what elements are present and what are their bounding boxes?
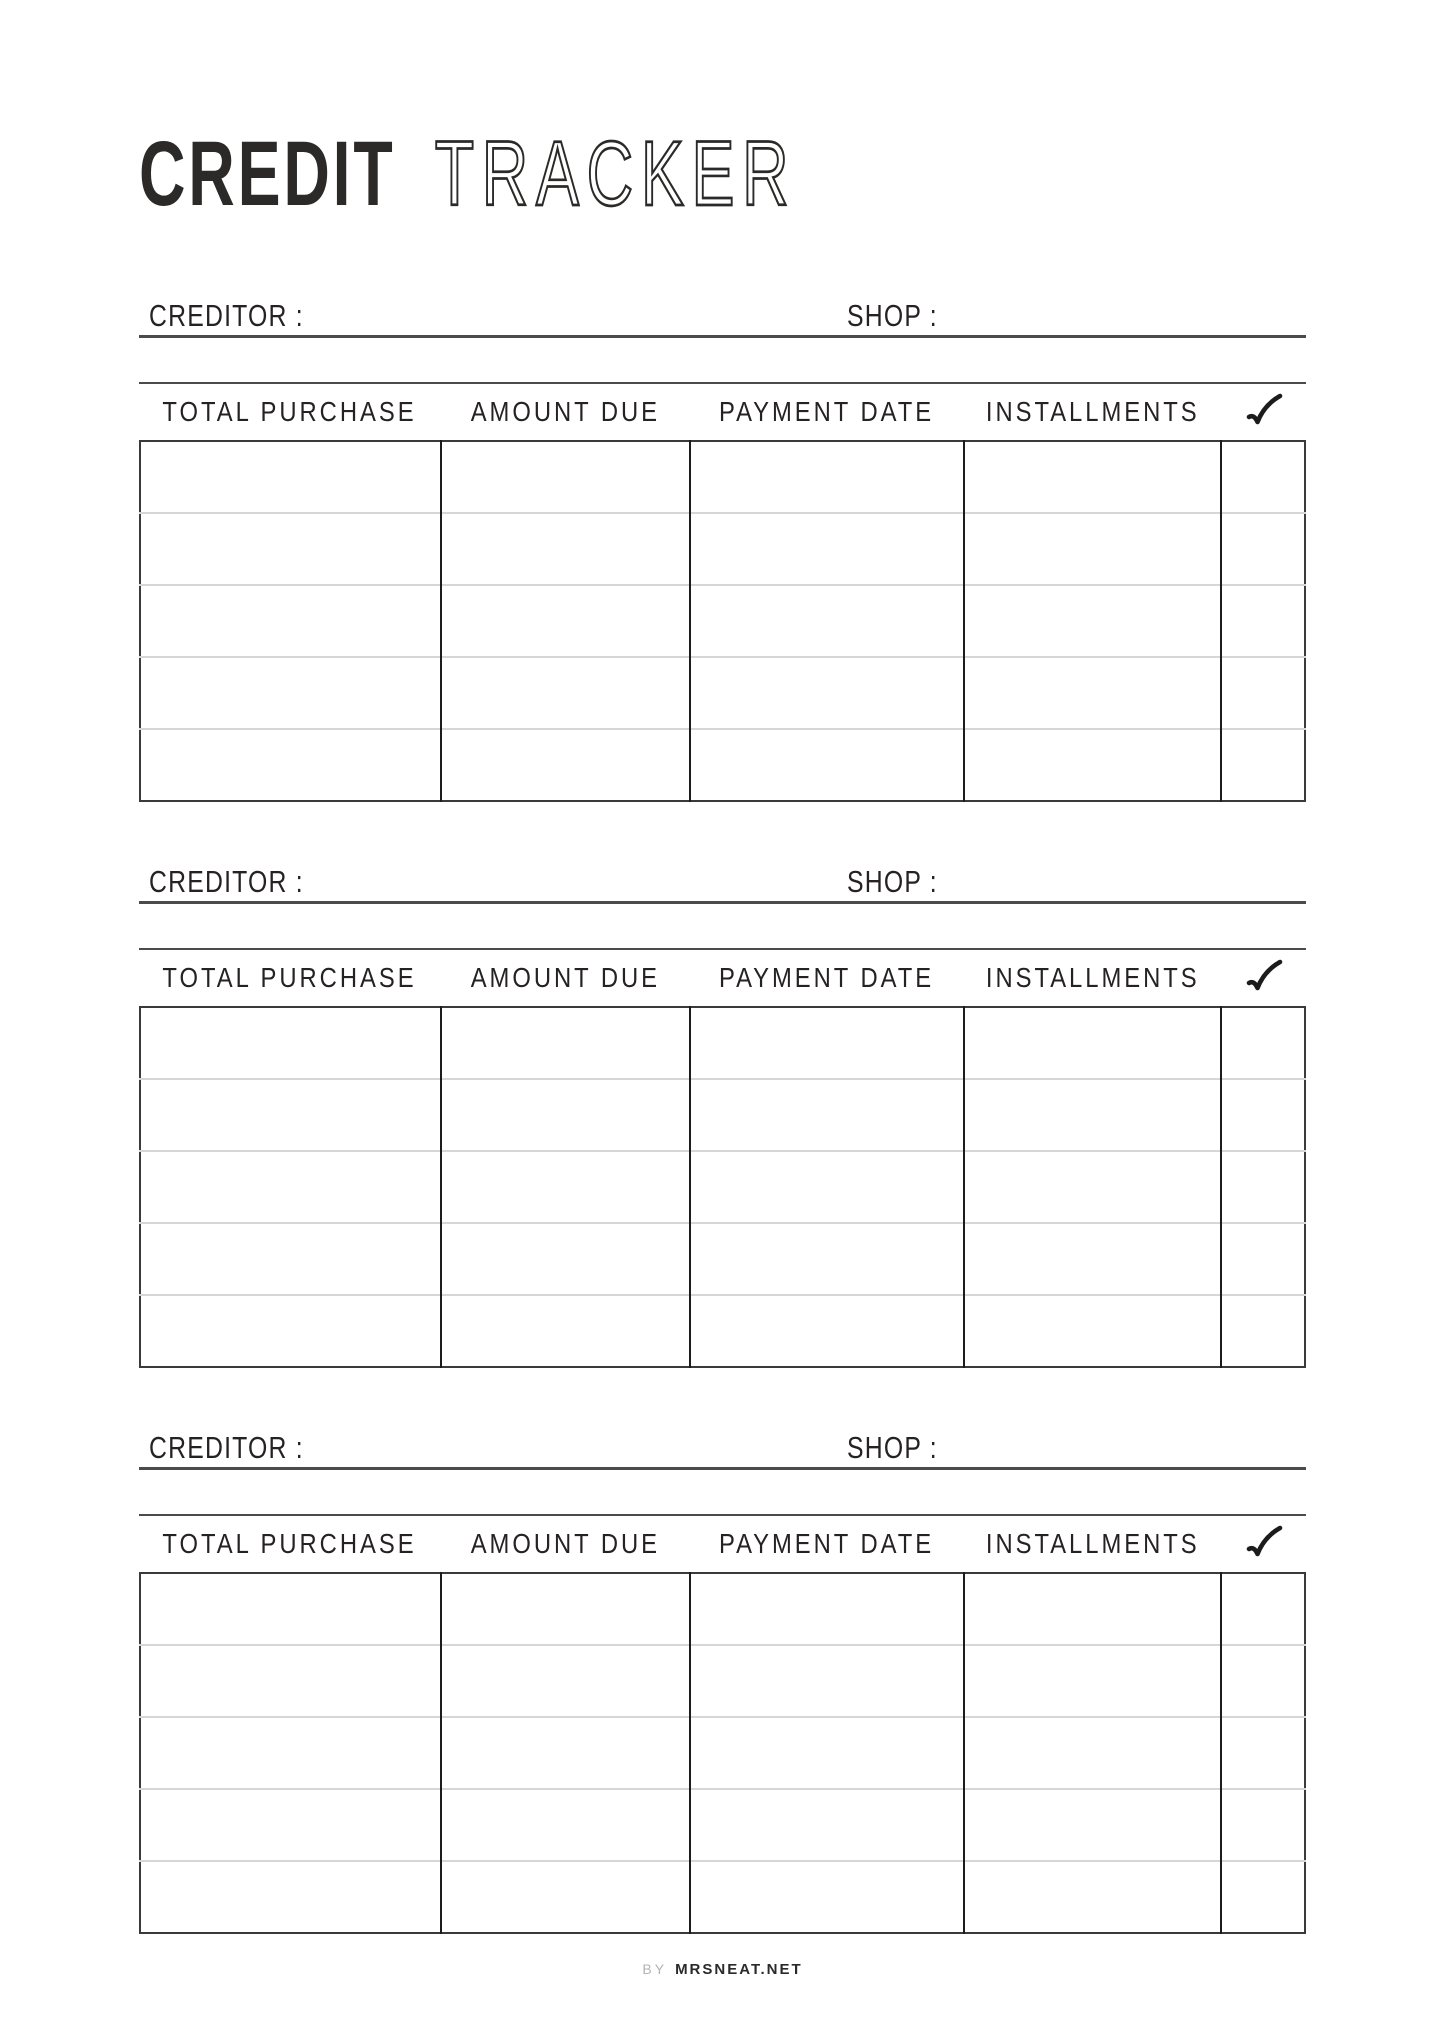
table-cell (964, 1717, 1221, 1789)
table-cell (690, 513, 964, 585)
table-row (140, 1789, 1305, 1861)
table-cell (1221, 729, 1305, 801)
footer-brand: MRSNEAT.NET (675, 1961, 803, 1978)
table-row (140, 1645, 1305, 1717)
table-cell (690, 1573, 964, 1645)
table-cell (964, 1645, 1221, 1717)
shop-label: SHOP : (847, 298, 938, 333)
table-cell (690, 1007, 964, 1079)
table-cell (441, 1645, 690, 1717)
table-cell (690, 441, 964, 513)
table-cell (140, 1295, 441, 1367)
table-cell (140, 1645, 441, 1717)
footer-by-label: BY (642, 1961, 668, 1977)
table-cell (441, 1151, 690, 1223)
table-cell (964, 1295, 1221, 1367)
table-cell (140, 1079, 441, 1151)
table-cell (964, 1079, 1221, 1151)
table-cell (1221, 1295, 1305, 1367)
table-cell (964, 1151, 1221, 1223)
creditor-label: CREDITOR : (149, 298, 304, 333)
table-cell (1221, 1007, 1305, 1079)
table-cell (964, 585, 1221, 657)
table-cell (690, 657, 964, 729)
shop-label: SHOP : (847, 864, 938, 899)
table-cell (140, 1573, 441, 1645)
table-row (140, 1151, 1305, 1223)
table-cell (140, 585, 441, 657)
table-cell (441, 1079, 690, 1151)
table-cell (441, 1861, 690, 1933)
creditor-section-3 (139, 1432, 1306, 1934)
column-header-amount-due: AMOUNT DUE (470, 396, 660, 427)
creditor-underline (139, 866, 1306, 904)
table-cell (1221, 1717, 1305, 1789)
table-cell (1221, 1861, 1305, 1933)
table-cell (964, 1007, 1221, 1079)
column-header-paid (1222, 959, 1306, 997)
column-header-installments: INSTALLMENTS (986, 396, 1200, 427)
table-cell (690, 1789, 964, 1861)
table-cell (964, 657, 1221, 729)
table-cell (690, 729, 964, 801)
table-cell (690, 1079, 964, 1151)
table-row (140, 1861, 1305, 1933)
table-cell (441, 513, 690, 585)
table-cell (690, 1223, 964, 1295)
table-cell (964, 1573, 1221, 1645)
creditor-section-1 (139, 300, 1306, 802)
table-row (140, 513, 1305, 585)
table-cell (690, 1295, 964, 1367)
table-cell (1221, 1223, 1305, 1295)
table-cell (1221, 1573, 1305, 1645)
table-cell (1221, 441, 1305, 513)
table-cell (690, 1151, 964, 1223)
table-cell (140, 657, 441, 729)
table-cell (1221, 585, 1305, 657)
tracker-table (139, 1572, 1306, 1934)
column-header-paid (1222, 393, 1306, 431)
table-cell (441, 585, 690, 657)
table-cell (140, 1861, 441, 1933)
table-cell (140, 1789, 441, 1861)
page-title-secondary: TRACKER (434, 123, 797, 225)
table-cell (441, 441, 690, 513)
table-cell (690, 585, 964, 657)
checkmark-icon (1244, 393, 1284, 431)
column-header-payment-date: PAYMENT DATE (719, 396, 935, 427)
table-row (140, 441, 1305, 513)
table-row (140, 585, 1305, 657)
table-cell (140, 1717, 441, 1789)
page-title-primary: CREDIT (139, 123, 396, 225)
creditor-section-2 (139, 866, 1306, 1368)
column-header-total-purchase: TOTAL PURCHASE (162, 396, 417, 427)
table-row (140, 729, 1305, 801)
creditor-label: CREDITOR : (149, 864, 304, 899)
table-header-row (139, 1514, 1306, 1572)
table-cell (140, 1151, 441, 1223)
column-header-payment-date: PAYMENT DATE (719, 962, 935, 993)
table-cell (441, 729, 690, 801)
table-cell (1221, 1151, 1305, 1223)
table-cell (964, 441, 1221, 513)
table-row (140, 1295, 1305, 1367)
table-row (140, 1717, 1305, 1789)
table-cell (964, 513, 1221, 585)
table-cell (441, 1573, 690, 1645)
column-header-payment-date: PAYMENT DATE (719, 1528, 935, 1559)
table-cell (964, 1223, 1221, 1295)
checkmark-icon (1244, 959, 1284, 997)
table-row (140, 1573, 1305, 1645)
table-cell (140, 513, 441, 585)
table-header-row (139, 382, 1306, 440)
table-cell (1221, 513, 1305, 585)
table-cell (690, 1861, 964, 1933)
column-header-total-purchase: TOTAL PURCHASE (162, 962, 417, 993)
table-cell (964, 1861, 1221, 1933)
table-cell (690, 1717, 964, 1789)
table-cell (140, 441, 441, 513)
table-row (140, 657, 1305, 729)
creditor-label: CREDITOR : (149, 1430, 304, 1465)
table-cell (1221, 1079, 1305, 1151)
table-cell (441, 1007, 690, 1079)
column-header-amount-due: AMOUNT DUE (470, 962, 660, 993)
page-title (139, 124, 796, 224)
table-cell (1221, 1789, 1305, 1861)
page-footer (0, 1961, 1445, 1979)
shop-label: SHOP : (847, 1430, 938, 1465)
table-cell (1221, 657, 1305, 729)
tracker-table (139, 1006, 1306, 1368)
table-row (140, 1223, 1305, 1295)
checkmark-icon (1244, 1525, 1284, 1563)
tracker-table (139, 440, 1306, 802)
table-cell (140, 729, 441, 801)
table-row (140, 1007, 1305, 1079)
table-cell (1221, 1645, 1305, 1717)
table-cell (441, 1223, 690, 1295)
table-cell (964, 729, 1221, 801)
column-header-amount-due: AMOUNT DUE (470, 1528, 660, 1559)
table-cell (690, 1645, 964, 1717)
column-header-paid (1222, 1525, 1306, 1563)
table-cell (140, 1007, 441, 1079)
column-header-installments: INSTALLMENTS (986, 1528, 1200, 1559)
table-cell (441, 657, 690, 729)
column-header-installments: INSTALLMENTS (986, 962, 1200, 993)
table-row (140, 1079, 1305, 1151)
column-header-total-purchase: TOTAL PURCHASE (162, 1528, 417, 1559)
table-cell (964, 1789, 1221, 1861)
table-cell (441, 1717, 690, 1789)
table-cell (441, 1789, 690, 1861)
table-cell (140, 1223, 441, 1295)
table-header-row (139, 948, 1306, 1006)
table-cell (441, 1295, 690, 1367)
creditor-underline (139, 300, 1306, 338)
creditor-underline (139, 1432, 1306, 1470)
